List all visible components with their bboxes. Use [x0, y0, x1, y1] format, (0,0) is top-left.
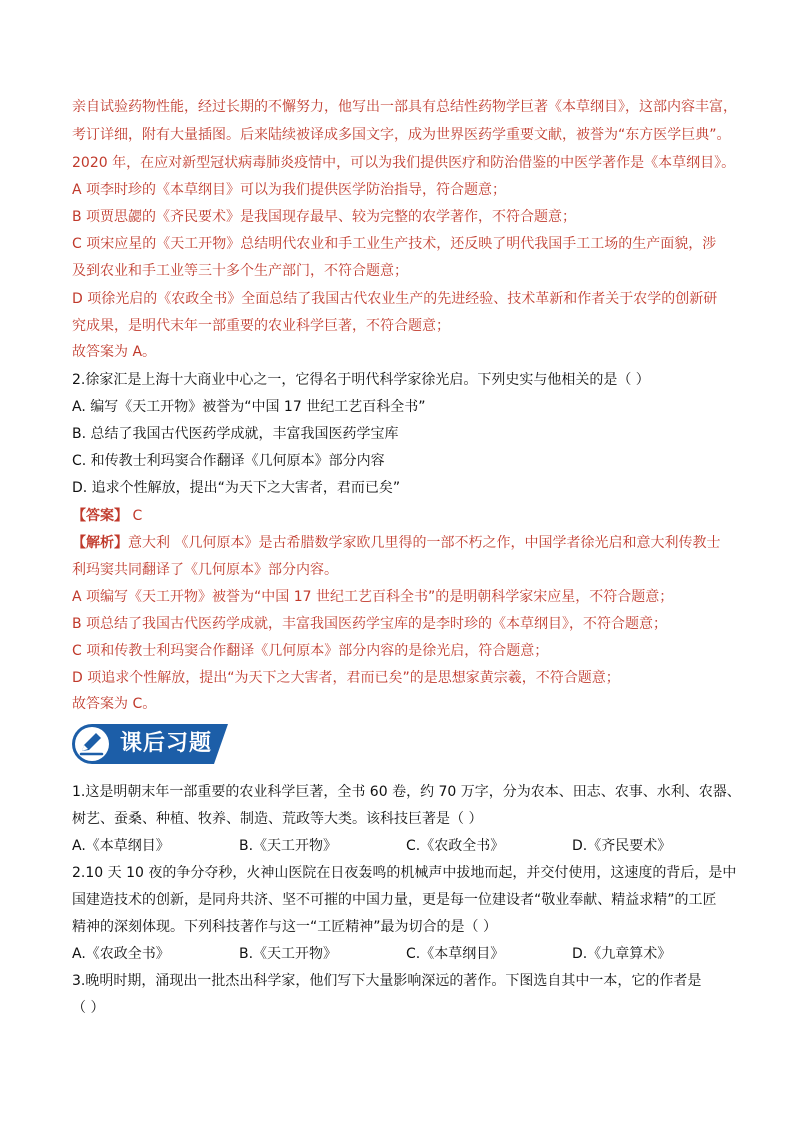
passage-line: C 项宋应星的《天工开物》总结明代农业和手工业生产技术，还反映了明代我国手工工场的生产面貌，涉 [72, 236, 717, 252]
exercise-2-options [72, 944, 712, 964]
question-2-stem: 2.徐家汇是上海十大商业中心之一，它得名于明代科学家徐光启。下列史实与他相关的是（ ） [72, 372, 650, 388]
answer-tag: 【答案】 [72, 508, 128, 524]
exercise-2-stem: 国建造技术的创新，是同舟共济、坚不可摧的中国力量，更是每一位建设者“敬业奉献、精益求精”的工匠 [72, 892, 717, 908]
question-2-option-b: B. 总结了我国古代医药学成就，丰富我国医药学宝库 [72, 426, 399, 442]
exercise-3-stem: 3.晚明时期，涌现出一批杰出科学家，他们写下大量影响深远的著作。下图选自其中一本，它的作者是 [72, 973, 702, 989]
exercise-1-option-c: C.《农政全书》 [406, 838, 505, 854]
exercise-2-option-a: A.《农政全书》 [72, 946, 170, 962]
passage-line: B 项贾思勰的《齐民要术》是我国现存最早、较为完整的农学著作，不符合题意； [72, 209, 577, 225]
exercise-1-stem: 树艺、蚕桑、种植、牧养、制造、荒政等大类。该科技巨著是（ ） [72, 811, 483, 827]
analysis-line [72, 533, 742, 553]
exercise-2-option-b: B.《天工开物》 [239, 946, 338, 962]
analysis-line: A 项编写《天工开物》被誉为“中国 17 世纪工艺百科全书”的是明朝科学家宋应星，不符合题意； [72, 589, 674, 605]
exercise-1-option-d: D.《齐民要术》 [572, 838, 672, 854]
section-title: 课后习题 [120, 731, 213, 756]
exercise-1-option-a: A.《本草纲目》 [72, 838, 170, 854]
exercise-3-stem: （ ） [72, 1000, 105, 1016]
passage-line: 2020 年，在应对新型冠状病毒肺炎疫情中，可以为我们提供医疗和防治借鉴的中医学著作是《本草纲目》。 [72, 155, 736, 171]
analysis-text: 意大利 《几何原本》是古希腊数学家欧几里得的一部不朽之作，中国学者徐光启和意大利传教士 [128, 535, 721, 551]
exercise-1-stem: 1.这是明朝末年一部重要的农业科学巨著，全书 60 卷，约 70 万字，分为农本、田志、农事、水利、农器、 [72, 784, 741, 800]
passage-line: A 项李时珍的《本草纲目》可以为我们提供医学防治指导，符合题意； [72, 182, 507, 198]
exercise-2-stem: 2.10 天 10 夜的争分夺秒，火神山医院在日夜轰鸣的机械声中拔地而起，并交付使用，这速度的背后，是中 [72, 865, 737, 881]
analysis-line: B 项总结了我国古代医药学成就，丰富我国医药学宝库的是李时珍的《本草纲目》，不符合题意； [72, 616, 668, 632]
analysis-line: 利玛窦共同翻译了《几何原本》部分内容。 [72, 562, 338, 578]
passage-line: D 项徐光启的《农政全书》全面总结了我国古代农业生产的先进经验、技术革新和作者关于农学的创新研 [72, 291, 718, 307]
exercise-2-option-c: C.《本草纲目》 [406, 946, 505, 962]
exercise-2-stem: 精神的深刻体现。下列科技著作与这一“工匠精神”最为切合的是（ ） [72, 919, 497, 935]
question-2-option-d: D. 追求个性解放，提出“为天下之大害者，君而已矣” [72, 480, 401, 496]
analysis-tag: 【解析】 [72, 535, 128, 551]
analysis-line: D 项追求个性解放，提出“为天下之大害者，君而已矣”的是思想家黄宗羲，不符合题意； [72, 670, 620, 686]
exercise-1-options [72, 836, 712, 856]
passage-line: 考订详细，附有大量插图。后来陆续被译成多国文字，成为世界医药学重要文献，被誉为“东方医学巨典”。 [72, 127, 731, 143]
exercise-1-option-b: B.《天工开物》 [239, 838, 338, 854]
answer-value: C [128, 508, 143, 524]
question-2-option-a: A. 编写《天工开物》被誉为“中国 17 世纪工艺百科全书” [72, 399, 426, 415]
analysis-line: C 项和传教士利玛窦合作翻译《几何原本》部分内容的是徐光启，符合题意； [72, 643, 549, 659]
passage-line: 究成果，是明代末年一部重要的农业科学巨著，不符合题意； [72, 318, 450, 334]
exercise-2-option-d: D.《九章算术》 [572, 946, 672, 962]
passage-line: 亲自试验药物性能，经过长期的不懈努力，他写出一部具有总结性药物学巨著《本草纲目》，这部内容丰富， [72, 99, 737, 115]
analysis-line: 故答案为 C。 [72, 696, 157, 712]
section-banner [72, 724, 228, 764]
question-2-option-c: C. 和传教士利玛窦合作翻译《几何原本》部分内容 [72, 453, 385, 469]
passage-line: 故答案为 A。 [72, 344, 157, 360]
passage-line: 及到农业和手工业等三十多个生产部门，不符合题意； [72, 263, 408, 279]
answer-line [72, 506, 742, 526]
